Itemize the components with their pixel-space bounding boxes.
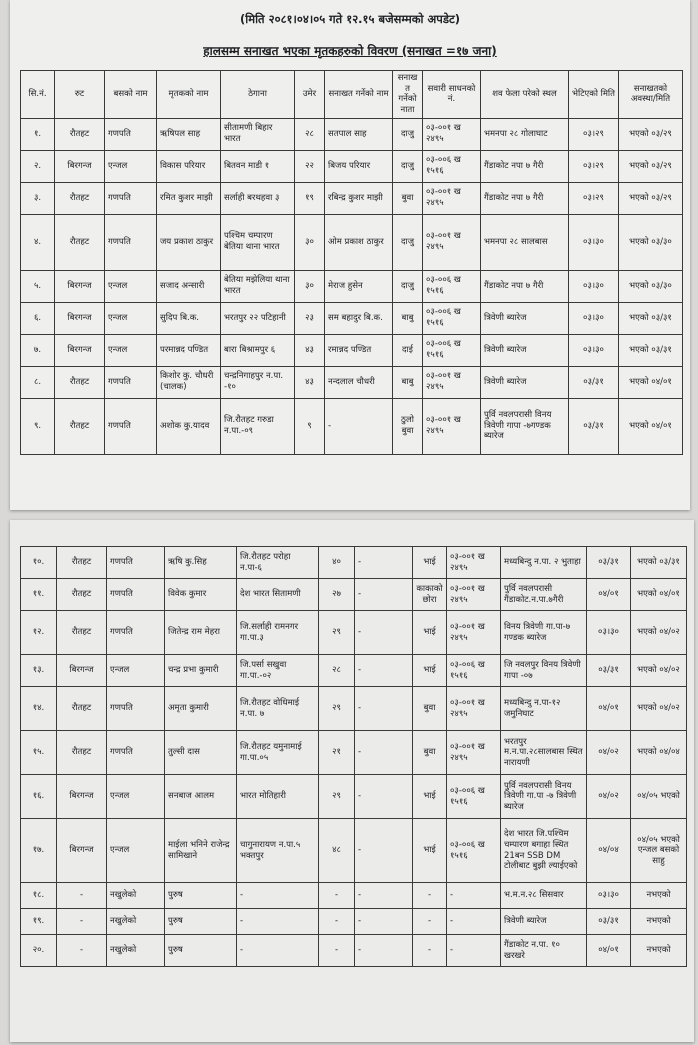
- cell-age: -: [319, 909, 355, 935]
- cell-vehicle: ०३-००१ ख २४९५: [423, 214, 481, 270]
- cell-sn: ७.: [21, 334, 55, 366]
- table-row: [21, 398, 683, 454]
- cell-status: भएको ०४/०१: [619, 366, 683, 398]
- cell-location: मध्यबिन्दु न.पा. २ भुताहा: [501, 547, 587, 579]
- cell-identifier: नन्दलाल चौधरी: [325, 366, 393, 398]
- cell-vehicle: ०३-००१ ख २४९५: [447, 731, 501, 775]
- col-header: भेटिएको मिति: [569, 71, 619, 119]
- cell-vehicle: ०३-००६ ख १५१६: [423, 270, 481, 302]
- cell-route: रौतहट: [55, 118, 105, 150]
- cell-age: २७: [319, 579, 355, 611]
- cell-route: बिरगन्ज: [57, 775, 107, 819]
- cell-address: बारा बिश्रामपुर ६: [221, 334, 295, 366]
- cell-bus: एन्जल: [107, 655, 165, 687]
- table-row: [21, 118, 683, 150]
- cell-location: विनय त्रिवेणी गा.पा-७ गण्डक ब्यारेज: [501, 611, 587, 655]
- cell-age: २८: [295, 118, 325, 150]
- cell-vehicle: ०३-००१ ख २४९५: [423, 398, 481, 454]
- cell-address: -: [237, 883, 319, 909]
- cell-age: ४३: [295, 366, 325, 398]
- col-header: बसको नाम: [105, 71, 157, 119]
- cell-age: २९: [319, 687, 355, 731]
- cell-age: ९: [295, 398, 325, 454]
- cell-bus: गणपति: [105, 118, 157, 150]
- cell-relation: भाई: [413, 611, 447, 655]
- col-header: शव फेला परेको स्थल: [481, 71, 569, 119]
- cell-date: ०३।३०: [569, 270, 619, 302]
- cell-status: भएको ०३/२९: [619, 182, 683, 214]
- table-row: [21, 302, 683, 334]
- cell-status: नभएको: [631, 935, 687, 967]
- cell-location: गैंडाकोट न.पा. १० खरखरे: [501, 935, 587, 967]
- cell-status: भएको ०४/०४: [631, 731, 687, 775]
- cell-date: ०३।३०: [569, 334, 619, 366]
- cell-address: सर्लाही बरथहवा ३: [221, 182, 295, 214]
- table-header-row: [21, 71, 683, 119]
- cell-name: परमान्नद पण्डित: [157, 334, 221, 366]
- cell-sn: १२.: [21, 611, 57, 655]
- cell-bus: एन्जल: [107, 775, 165, 819]
- cell-route: -: [57, 909, 107, 935]
- cell-route: रौतहट: [55, 398, 105, 454]
- cell-relation: बाबु: [393, 302, 423, 334]
- table-row: [21, 547, 687, 579]
- cell-date: ०३/३१: [587, 655, 631, 687]
- cell-date: ०३।२९: [569, 150, 619, 182]
- cell-vehicle: ०३-००१ ख २४९५: [447, 579, 501, 611]
- cell-status: भएको ०४/०१: [619, 398, 683, 454]
- cell-identifier: -: [355, 883, 413, 909]
- cell-address: जि.रौतहट परोहा न.पा-६: [237, 547, 319, 579]
- col-header: ठेगाना: [221, 71, 295, 119]
- cell-name: सजाद अन्सारी: [157, 270, 221, 302]
- cell-status: भएको ०३/३१: [619, 302, 683, 334]
- cell-name: सुदिप बि.क.: [157, 302, 221, 334]
- page-sheet-1: [10, 0, 690, 510]
- cell-bus: गणपति: [105, 214, 157, 270]
- table-row: [21, 214, 683, 270]
- table-row: [21, 935, 687, 967]
- table-row: [21, 909, 687, 935]
- cell-bus: गणपति: [107, 731, 165, 775]
- cell-address: -: [237, 935, 319, 967]
- cell-address: पश्चिम चम्पारण बेतिया थाना भारत: [221, 214, 295, 270]
- deceased-table-part-1: [20, 70, 683, 455]
- cell-relation: दाजु: [393, 150, 423, 182]
- col-header: सि.नं.: [21, 71, 55, 119]
- cell-identifier: -: [355, 909, 413, 935]
- cell-date: ०३।२९: [569, 182, 619, 214]
- cell-age: ४३: [295, 334, 325, 366]
- cell-route: -: [57, 935, 107, 967]
- cell-sn: २०.: [21, 935, 57, 967]
- cell-location: गैंडाकोट नपा ७ गैरी: [481, 182, 569, 214]
- cell-address: चागुनारायण न.पा.५ भक्तपुर: [237, 819, 319, 883]
- cell-location: पुर्वि नवलपरासी विनय त्रिवेणी गापा -७गण्डक ब्यारेज: [481, 398, 569, 454]
- cell-identifier: रमान्नद पण्डित: [325, 334, 393, 366]
- cell-relation: भाई: [413, 819, 447, 883]
- cell-vehicle: ०३-००६ ख १५१६: [423, 334, 481, 366]
- cell-status: ०४/०५ भएको: [631, 775, 687, 819]
- table-row: [21, 731, 687, 775]
- cell-date: ०३/३१: [569, 398, 619, 454]
- cell-route: रौतहट: [57, 731, 107, 775]
- cell-bus: एन्जल: [105, 270, 157, 302]
- cell-relation: -: [413, 909, 447, 935]
- cell-status: ०४/०५ भएको एन्जल बसको साहु: [631, 819, 687, 883]
- cell-date: ०३/३१: [569, 366, 619, 398]
- cell-sn: १४.: [21, 687, 57, 731]
- cell-name: जय प्रकाश ठाकुर: [157, 214, 221, 270]
- cell-status: भएको ०४/०२: [631, 655, 687, 687]
- cell-status: भएको ०४/०१: [631, 579, 687, 611]
- cell-address: जि.पर्सा सखुवा गा.पा.-०२: [237, 655, 319, 687]
- cell-identifier: -: [355, 547, 413, 579]
- cell-date: ०३।३०: [587, 611, 631, 655]
- cell-sn: १६.: [21, 775, 57, 819]
- cell-route: रौतहट: [55, 366, 105, 398]
- cell-date: ०४/०१: [587, 579, 631, 611]
- cell-age: ४०: [319, 547, 355, 579]
- cell-bus: गणपति: [107, 687, 165, 731]
- cell-location: भरतपुर म.न.पा.२८सालबास स्थित नारायणी: [501, 731, 587, 775]
- cell-bus: गणपति: [105, 366, 157, 398]
- cell-name: जितेन्द्र राम मेहरा: [165, 611, 237, 655]
- cell-vehicle: ०३-००१ ख २४९५: [423, 366, 481, 398]
- cell-name: अमृता कुमारी: [165, 687, 237, 731]
- table-row: [21, 334, 683, 366]
- cell-sn: १८.: [21, 883, 57, 909]
- cell-name: पुरुष: [165, 909, 237, 935]
- cell-location: त्रिवेणी ब्यारेज: [481, 366, 569, 398]
- cell-location: जि नवलपुर विनय त्रिवेणी गापा -०७: [501, 655, 587, 687]
- col-header: सनाखतको अवस्था/मिति: [619, 71, 683, 119]
- cell-vehicle: ०३-००१ ख २४९५: [423, 118, 481, 150]
- cell-relation: दाई: [393, 334, 423, 366]
- cell-date: ०३।२९: [569, 118, 619, 150]
- cell-route: बिरगन्ज: [55, 302, 105, 334]
- cell-relation: ठुलो बुवा: [393, 398, 423, 454]
- cell-vehicle: ०३-००१ ख २४९५: [423, 182, 481, 214]
- col-header: सनाखत गर्नेको नाता: [393, 71, 423, 119]
- cell-name: किशोर कु. चौधरी (चालक): [157, 366, 221, 398]
- cell-identifier: -: [355, 935, 413, 967]
- cell-sn: ४.: [21, 214, 55, 270]
- cell-bus: नखुलेको: [107, 909, 165, 935]
- cell-route: बिरगन्ज: [57, 655, 107, 687]
- cell-status: भएको ०३/३१: [631, 547, 687, 579]
- cell-bus: गणपति: [107, 579, 165, 611]
- cell-sn: ५.: [21, 270, 55, 302]
- cell-address: चन्द्रनिगाहपुर न.पा. -१०: [221, 366, 295, 398]
- table-row: [21, 687, 687, 731]
- cell-bus: एन्जल: [107, 819, 165, 883]
- cell-vehicle: ०३-००६ ख १५१६: [447, 655, 501, 687]
- cell-bus: गणपति: [105, 398, 157, 454]
- cell-name: विवेक कुमार: [165, 579, 237, 611]
- cell-age: ४८: [319, 819, 355, 883]
- cell-vehicle: ०३-००६ ख १५१६: [447, 775, 501, 819]
- cell-address: बेतिया मझेलिया थाना भारत: [221, 270, 295, 302]
- cell-status: नभएको: [631, 909, 687, 935]
- cell-relation: भाई: [413, 655, 447, 687]
- cell-location: गैंडाकोट नपा ७ गैरी: [481, 270, 569, 302]
- cell-address: बितवन माडी १: [221, 150, 295, 182]
- cell-relation: दाजु: [393, 118, 423, 150]
- cell-status: भएको ०३/२९: [619, 118, 683, 150]
- cell-address: जि.रौतहट यमुनामाई गा.पा.०५: [237, 731, 319, 775]
- col-header: सवारी साधनको नं.: [423, 71, 481, 119]
- table-row: [21, 270, 683, 302]
- cell-sn: ३.: [21, 182, 55, 214]
- page-sheet-2: [10, 520, 694, 1042]
- cell-identifier: -: [355, 579, 413, 611]
- table-row: [21, 366, 683, 398]
- cell-name: चन्द्र प्रभा कुमारी: [165, 655, 237, 687]
- cell-age: -: [319, 883, 355, 909]
- cell-route: बिरगन्ज: [57, 819, 107, 883]
- cell-location: गैंडाकोट नपा ७ गैरी: [481, 150, 569, 182]
- update-line: (मिति २०८१।०४।०५ गते १२.१५ बजेसम्मको अपडेट): [239, 12, 461, 26]
- cell-age: ३०: [295, 214, 325, 270]
- cell-name: ऋषिपल साह: [157, 118, 221, 150]
- cell-status: भएको ०४/०२: [631, 687, 687, 731]
- cell-route: बिरगन्ज: [55, 334, 105, 366]
- cell-bus: गणपति: [107, 547, 165, 579]
- cell-address: -: [237, 909, 319, 935]
- cell-vehicle: ०३-००१ ख २४९५: [447, 687, 501, 731]
- cell-date: ०३।३०: [569, 214, 619, 270]
- cell-location: भमनपा २८ गोलाघाट: [481, 118, 569, 150]
- cell-location: देश भारत जि.पश्चिम चम्पारण बगाहा स्थित 21बन SSB DM टोलीबाट बुझी ल्याईएको: [501, 819, 587, 883]
- cell-identifier: -: [355, 611, 413, 655]
- cell-date: ०४/०१: [587, 687, 631, 731]
- cell-vehicle: ०३-००६ ख १५१६: [423, 150, 481, 182]
- cell-address: भरतपुर २२ पटिहानी: [221, 302, 295, 334]
- table-row: [21, 819, 687, 883]
- table-row: [21, 883, 687, 909]
- cell-date: ०४/०४: [587, 819, 631, 883]
- col-header: रुट: [55, 71, 105, 119]
- cell-location: भमनपा २८ सालबास: [481, 214, 569, 270]
- cell-age: २३: [295, 302, 325, 334]
- cell-date: ०३।३०: [587, 883, 631, 909]
- cell-date: ०४/०२: [587, 731, 631, 775]
- cell-status: भएको ०३/२९: [619, 150, 683, 182]
- cell-route: -: [57, 883, 107, 909]
- cell-route: बिरगन्ज: [55, 150, 105, 182]
- cell-name: तुल्सी दास: [165, 731, 237, 775]
- cell-relation: दाजु: [393, 214, 423, 270]
- table-row: [21, 775, 687, 819]
- cell-route: रौतहट: [57, 547, 107, 579]
- cell-address: भारत मोतिहारी: [237, 775, 319, 819]
- col-header: मृतकको नाम: [157, 71, 221, 119]
- cell-identifier: रबिन्द्र कुशर माझी: [325, 182, 393, 214]
- cell-relation: भाई: [413, 775, 447, 819]
- cell-identifier: सतपाल साह: [325, 118, 393, 150]
- cell-vehicle: -: [447, 935, 501, 967]
- cell-bus: एन्जल: [105, 150, 157, 182]
- cell-location: मध्यबिन्दु न.पा-१२ जमुनिघाट: [501, 687, 587, 731]
- cell-location: पुर्वि नवलपरासी विनय त्रिवेणी गा.पा -७ त्रिवेणी ब्यारेज: [501, 775, 587, 819]
- deceased-table-part-2: [20, 546, 687, 967]
- cell-status: भएको ०४/०२: [631, 611, 687, 655]
- cell-sn: १३.: [21, 655, 57, 687]
- cell-relation: भाई: [413, 547, 447, 579]
- cell-identifier: -: [355, 655, 413, 687]
- cell-sn: १.: [21, 118, 55, 150]
- cell-status: भएको ०३/३०: [619, 270, 683, 302]
- cell-sn: २.: [21, 150, 55, 182]
- table-row: [21, 655, 687, 687]
- cell-name: विकास परियार: [157, 150, 221, 182]
- cell-sn: ८.: [21, 366, 55, 398]
- cell-date: ०३।३०: [569, 302, 619, 334]
- cell-identifier: -: [355, 731, 413, 775]
- table-row: [21, 579, 687, 611]
- cell-date: ०४/०१: [587, 935, 631, 967]
- cell-sn: ९.: [21, 398, 55, 454]
- cell-route: रौतहट: [57, 611, 107, 655]
- cell-vehicle: -: [447, 883, 501, 909]
- cell-name: रमित कुशर माझी: [157, 182, 221, 214]
- cell-age: २८: [319, 655, 355, 687]
- cell-identifier: सम बहादुर बि.क.: [325, 302, 393, 334]
- cell-bus: एन्जल: [105, 302, 157, 334]
- cell-age: २९: [319, 611, 355, 655]
- cell-address: जि.रौतहट गरुडा न.पा.-०९: [221, 398, 295, 454]
- cell-age: २१: [319, 731, 355, 775]
- cell-sn: ६.: [21, 302, 55, 334]
- cell-location: त्रिवेणी ब्यारेज: [481, 302, 569, 334]
- cell-name: ऋषि कु.सिह: [165, 547, 237, 579]
- cell-relation: बुवा: [413, 731, 447, 775]
- cell-bus: गणपति: [105, 182, 157, 214]
- cell-address: जि.रौतहट वोधिमाई न.पा. ७: [237, 687, 319, 731]
- cell-date: ०३/३१: [587, 547, 631, 579]
- cell-identifier: -: [355, 687, 413, 731]
- cell-age: १९: [295, 182, 325, 214]
- cell-relation: बुवा: [393, 182, 423, 214]
- table-row: [21, 611, 687, 655]
- cell-bus: एन्जल: [105, 334, 157, 366]
- cell-vehicle: ०३-००१ ख २४९५: [447, 611, 501, 655]
- cell-identifier: ओम प्रकाश ठाकुर: [325, 214, 393, 270]
- cell-location: पुर्वि नवलपरासी गैंडाकोट.न.पा.७गैरी: [501, 579, 587, 611]
- cell-route: रौतहट: [55, 182, 105, 214]
- cell-route: रौतहट: [57, 579, 107, 611]
- cell-sn: ११.: [21, 579, 57, 611]
- col-header: उमेर: [295, 71, 325, 119]
- cell-status: भएको ०३/३१: [619, 334, 683, 366]
- cell-identifier: बिजय परियार: [325, 150, 393, 182]
- cell-date: ०३/३१: [587, 909, 631, 935]
- cell-relation: बाबु: [393, 366, 423, 398]
- document-title: हालसम्म सनाखत भएका मृतकहरुको विवरण (सनाखत =१७ जना): [203, 44, 497, 58]
- cell-relation: -: [413, 935, 447, 967]
- cell-name: सनबाज आलम: [165, 775, 237, 819]
- cell-age: २२: [295, 150, 325, 182]
- cell-location: त्रिवेणी ब्यारेज: [481, 334, 569, 366]
- cell-address: सीतामणी बिहार भारत: [221, 118, 295, 150]
- cell-sn: १७.: [21, 819, 57, 883]
- cell-sn: १५.: [21, 731, 57, 775]
- cell-address: जि.सर्लाही रामनगर गा.पा.३: [237, 611, 319, 655]
- cell-bus: नखुलेको: [107, 935, 165, 967]
- cell-vehicle: ०३-००१ ख २४९५: [447, 547, 501, 579]
- cell-bus: नखुलेको: [107, 883, 165, 909]
- cell-status: भएको ०३/३०: [619, 214, 683, 270]
- cell-vehicle: -: [447, 909, 501, 935]
- cell-age: -: [319, 935, 355, 967]
- cell-identifier: -: [355, 775, 413, 819]
- cell-route: रौतहट: [55, 214, 105, 270]
- cell-location: त्रिवेणी ब्यारेज: [501, 909, 587, 935]
- table-row: [21, 182, 683, 214]
- cell-identifier: -: [325, 398, 393, 454]
- cell-identifier: मेराज हुसेन: [325, 270, 393, 302]
- cell-address: देश भारत सितामणी: [237, 579, 319, 611]
- cell-vehicle: ०३-००६ ख १५१६: [423, 302, 481, 334]
- cell-relation: बुवा: [413, 687, 447, 731]
- cell-name: पुरुष: [165, 935, 237, 967]
- cell-name: पुरुष: [165, 883, 237, 909]
- cell-identifier: -: [355, 819, 413, 883]
- cell-route: रौतहट: [57, 687, 107, 731]
- cell-route: बिरगन्ज: [55, 270, 105, 302]
- cell-sn: १९.: [21, 909, 57, 935]
- cell-date: ०४/०२: [587, 775, 631, 819]
- cell-relation: काकाको छोरा: [413, 579, 447, 611]
- cell-sn: १०.: [21, 547, 57, 579]
- cell-status: नभएको: [631, 883, 687, 909]
- cell-bus: गणपति: [107, 611, 165, 655]
- cell-name: अशोक कु.यादव: [157, 398, 221, 454]
- cell-age: २९: [319, 775, 355, 819]
- table-row: [21, 150, 683, 182]
- cell-relation: दाजु: [393, 270, 423, 302]
- col-header: सनाखत गर्नेको नाम: [325, 71, 393, 119]
- cell-location: भ.म.न.२८ सिसवार: [501, 883, 587, 909]
- cell-relation: -: [413, 883, 447, 909]
- cell-age: ३०: [295, 270, 325, 302]
- cell-name: माईला भनिने राजेन्द्र सामिखाने: [165, 819, 237, 883]
- cell-vehicle: ०३-००६ ख १५१६: [447, 819, 501, 883]
